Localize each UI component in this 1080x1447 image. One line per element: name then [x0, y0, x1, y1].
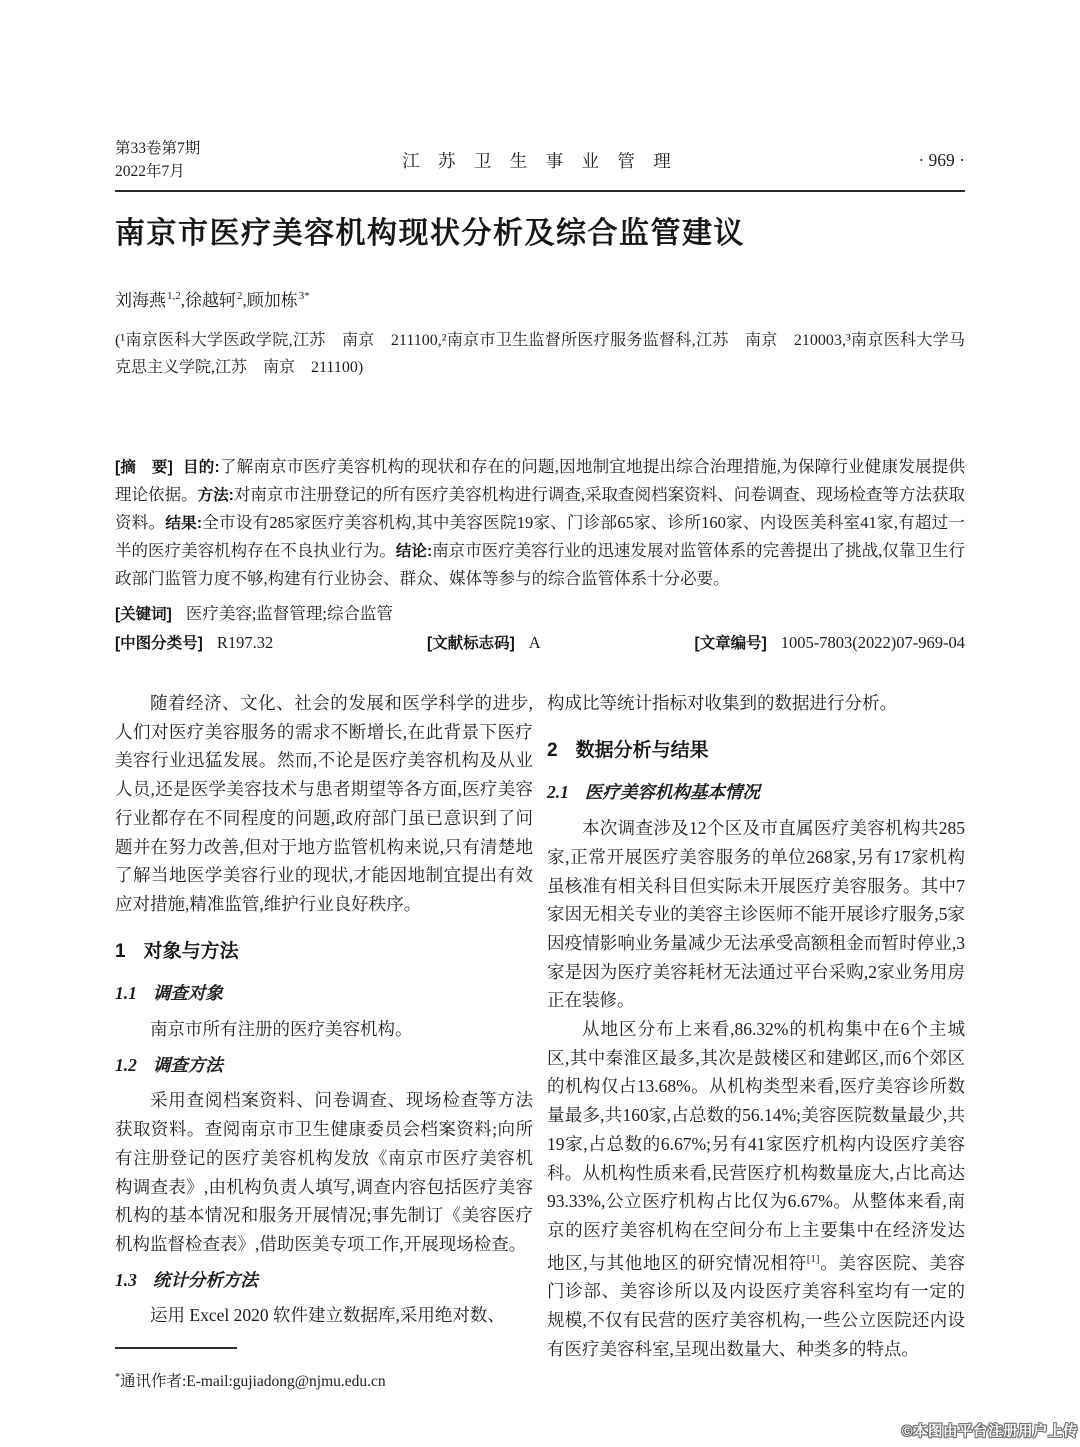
- author-affiliation-marker: 1,2: [167, 290, 181, 303]
- section-1-1-heading: 1.1 调查对象: [115, 983, 223, 1004]
- author-affiliation-marker: 2: [237, 290, 243, 303]
- author-affiliation-marker: 3*: [298, 290, 310, 303]
- footnote-divider: [115, 1347, 237, 1349]
- header-issue-block: [115, 137, 325, 183]
- section-1-heading: 1 对象与方法: [115, 940, 239, 962]
- document-code: [文献标志码] A: [426, 633, 541, 652]
- issue-date: 2022年7月: [115, 163, 185, 180]
- abstract-methods-text: 对南京市注册登记的所有医疗美容机构进行调查,采取查阅档案资料、问卷调查、现场检查等方法获取资料。: [115, 485, 966, 532]
- author: ,顾加栋$^{3*}$: [242, 290, 310, 310]
- footnote-marker: *: [115, 1372, 120, 1384]
- author: ,徐越轲$^2$: [180, 290, 243, 310]
- section-1-2-heading: 1.2 调查方法: [115, 1054, 223, 1075]
- abstract-methods-label: 方法:: [197, 487, 234, 504]
- intro-paragraph: 随着经济、文化、社会的发展和医学科学的进步,人们对医疗美容服务的需求不断增长,在此背景下医疗美容行业迅猛发展。然而,不论是医疗美容机构及从业人员,还是医学美容技术与患者期望等各方面,医疗美容行业都存在不同程度的问题,政府部门虽已意识到了问题并在努力改善,但对于地方监管机构来说,只有清楚地了解当地医学美容行业的现状,才能因地制宜提出有效应对措施,精准监管,维护行业良好秩序。: [115, 693, 533, 914]
- continuation-paragraph: 构成比等统计指标对收集到的数据进行分析。: [547, 693, 897, 713]
- abstract-objective-text: 了解南京市医疗美容机构的现状和存在的问题,因地制宜地提出综合治理措施,为保障行业健康发展提供理论依据。: [115, 457, 966, 504]
- right-column: [547, 689, 965, 1397]
- author: 刘海燕$^{1,2}$: [115, 290, 181, 310]
- meta-row: [115, 631, 965, 653]
- volume-issue: 第33卷第7期: [115, 140, 201, 157]
- keywords-text: 医疗美容;监督管理;综合监管: [185, 604, 393, 623]
- affiliations: (¹南京医科大学医政学院,江苏 南京 211100,²南京市卫生监督所医疗服务监督科,江苏 南京 210003,³南京医科大学马克思主义学院,江苏 南京 211100): [115, 332, 965, 376]
- platform-watermark: ©本图由平台注册用户上传: [901, 1424, 1078, 1440]
- body-columns: [115, 689, 965, 1397]
- section-2-1-paragraph-1: 本次调查涉及12个区及市直属医疗美容机构共285家,正常开展医疗美容服务的单位268家,另有17家机构虽核准有相关科目但实际未开展医疗美容服务。其中7家因无相关专业的美容主诊医师不能开展诊疗服务,5家因疫情影响业务量减少无法承受高额租金而暂时停业,3家是因为医疗美容耗材无法通过平台采购,2家业务用房正在装修。: [547, 818, 965, 1011]
- journal-name: 江 苏 卫 生 事 业 管 理: [402, 150, 678, 171]
- article-title: 南京市医疗美容机构现状分析及综合监管建议: [115, 217, 745, 250]
- section-1-3-text: 运用 Excel 2020 软件建立数据库,采用绝对数、: [150, 1305, 505, 1326]
- clc-number: [中图分类号] R197.32: [115, 633, 274, 652]
- section-1-1-text: 南京市所有注册的医疗美容机构。: [150, 1019, 413, 1040]
- abstract-label: [摘 要]: [115, 459, 173, 476]
- abstract-results-label: 结果:: [165, 515, 203, 532]
- abstract-conclusion-label: 结论:: [395, 543, 433, 560]
- keywords-label: [关键词]: [115, 606, 172, 623]
- author-line: [115, 286, 965, 311]
- keywords-line: [115, 600, 965, 624]
- page-number: · 969 ·: [918, 149, 965, 170]
- paragraph-text: 。美容医院、美容门诊部、美容诊所以及内设医疗美容科室均有一定的规模,不仅有民营的医疗美容机构,一些公立医院还内设有医疗美容科室,呈现出数量大、种类多的特点。: [547, 1252, 966, 1359]
- section-1-2-text: 采用查阅档案资料、问卷调查、现场检查等方法获取资料。查阅南京市卫生健康委员会档案资料;向所有注册登记的医疗美容机构发放《南京市医疗美容机构调查表》,由机构负责人填写,调查内容包括医疗美容机构的基本情况和服务开展情况;事先制订《美容医疗机构监督检查表》,借助医美专项工作,开展现场检查。: [115, 1090, 533, 1254]
- section-1-3-heading: 1.3 统计分析方法: [115, 1269, 258, 1290]
- corresponding-author-footnote: [115, 1364, 533, 1397]
- reference-marker: [1]: [806, 1252, 820, 1265]
- paragraph-text: 从地区分布上来看,86.32%的机构集中在6个主城区,其中秦淮区最多,其次是鼓楼区和建邺区,而6个郊区的机构仅占13.68%。从机构类型来看,医疗美容诊所数量最多,共160家,占总数的56.14%;美容医院数量最少,共19家,占总数的6.67%;另有41家医疗机构内设医疗美容科。从机构性质来看,民营医疗机构数量庞大,占比高达93.33%,公立医疗机构占比仅为6.67%。从整体来看,南京的医疗美容机构在空间分布上主要集中在经济发达地区,与其他地区的研究情况相符: [547, 1019, 965, 1273]
- section-2-1-heading: 2.1 医疗美容机构基本情况: [547, 782, 760, 803]
- abstract: [115, 453, 965, 592]
- abstract-results-text: 全市设有285家医疗美容机构,其中美容医院19家、门诊部65家、诊所160家、内设医美科室41家,有超过一半的医疗美容机构存在不良执业行为。: [115, 513, 966, 560]
- section-2-1-paragraph-2: [547, 1015, 965, 1363]
- footnote-text: 通讯作者:E-mail:gujiadong@njmu.edu.cn: [120, 1373, 386, 1391]
- abstract-objective-label: 目的:: [182, 459, 220, 476]
- page-header: [115, 137, 965, 192]
- section-2-heading: 2 数据分析与结果: [547, 739, 709, 761]
- left-column: [115, 689, 533, 1397]
- abstract-conclusion-text: 南京市医疗美容行业的迅速发展对监管体系的完善提出了挑战,仅靠卫生行政部门监管力度不够,构建有行业协会、群众、媒体等参与的综合监管体系十分必要。: [115, 541, 966, 588]
- article-id: [文章编号] 1005-7803(2022)07-969-04: [694, 633, 965, 652]
